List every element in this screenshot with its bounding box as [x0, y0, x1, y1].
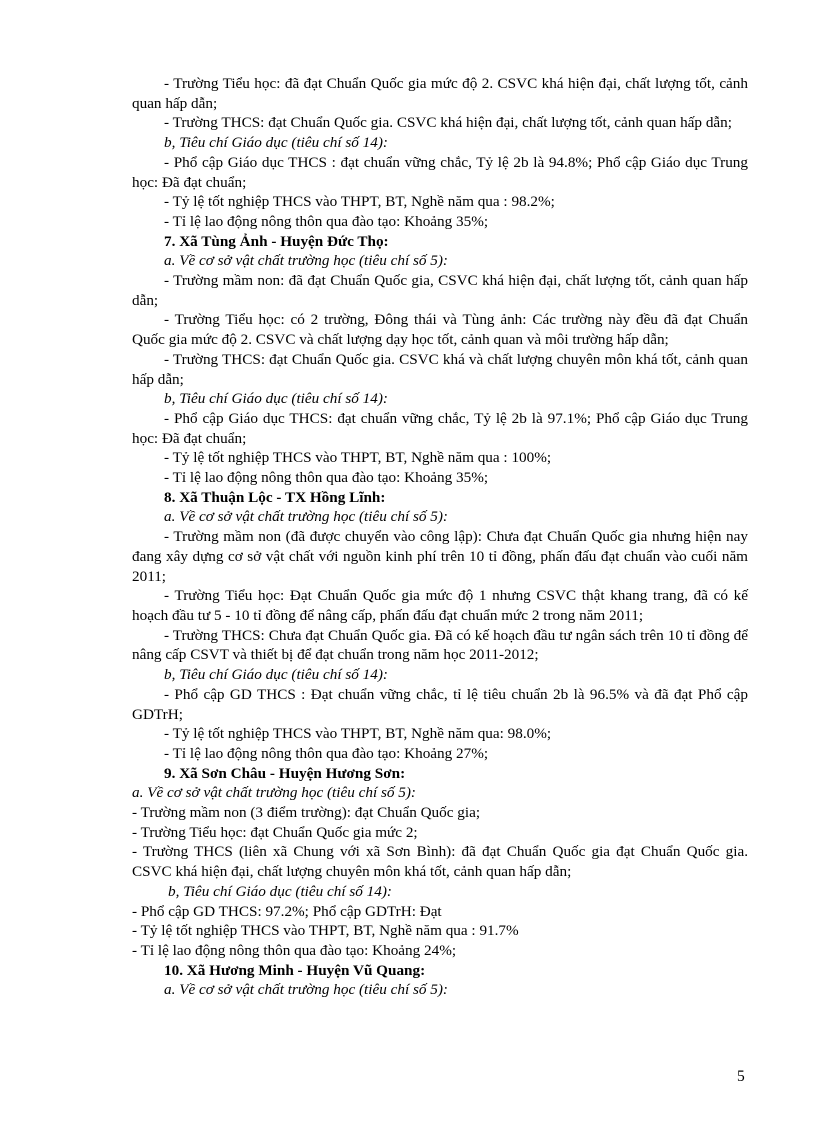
- paragraph: - Trường THCS: Chưa đạt Chuẩn Quốc gia. Đã có kế hoạch đầu tư ngân sách trên 10 tỉ đồng để nâng cấp CSVT và thiết bị để đạt chuẩn trong năm học 2011-2012;: [132, 626, 748, 664]
- paragraph: - Trường mầm non: đã đạt Chuẩn Quốc gia, CSVC khá hiện đại, chất lượng tốt, cảnh quan hấp dẫn;: [132, 272, 748, 309]
- paragraph: - Trường Tiểu học: đạt Chuẩn Quốc gia mức 2;: [132, 823, 418, 841]
- paragraph: a. Về cơ sở vật chất trường học (tiêu chí số 5):: [164, 981, 448, 999]
- paragraph: b, Tiêu chí Giáo dục (tiêu chí số 14):: [164, 390, 388, 408]
- paragraph: - Tỉ lệ lao động nông thôn qua đào tạo: Khoảng 27%;: [164, 744, 489, 762]
- paragraph: - Phổ cập GD THCS: 97.2%; Phổ cập GDTrH: Đạt: [132, 902, 442, 920]
- paragraph: - Trường Tiểu học: Đạt Chuẩn Quốc gia mức độ 1 nhưng CSVC thật khang trang, đã có kế hoạch đầu tư 5 - 10 tỉ đồng để nâng cấp, phấn đấu đạt chuẩn mức 2 trong năm 2011;: [132, 587, 748, 624]
- paragraph: - Trường mầm non (3 điểm trường): đạt Chuẩn Quốc gia;: [132, 804, 481, 822]
- document-body: [132, 74, 748, 1000]
- paragraph: - Trường THCS: đạt Chuẩn Quốc gia. CSVC khá và chất lượng chuyên môn khá tốt, cảnh quan hấp dẫn;: [132, 350, 748, 388]
- paragraph: 10. Xã Hương Minh - Huyện Vũ Quang:: [164, 961, 426, 979]
- paragraph: a. Về cơ sở vật chất trường học (tiêu chí số 5):: [164, 252, 448, 270]
- paragraph: - Trường THCS: đạt Chuẩn Quốc gia. CSVC khá hiện đại, chất lượng tốt, cảnh quan hấp dẫn;: [164, 114, 732, 132]
- paragraph: - Trường Tiểu học: có 2 trường, Đông thái và Tùng ảnh: Các trường này đều đã đạt Chuẩn Quốc gia mức độ 2. CSVC và chất lượng dạy học tốt, cảnh quan và môi trường hấp dẫn;: [132, 311, 748, 349]
- paragraph: - Tỷ lệ tốt nghiệp THCS vào THPT, BT, Nghề năm qua : 98.2%;: [164, 193, 555, 211]
- paragraph: - Tỉ lệ lao động nông thôn qua đào tạo: Khoảng 35%;: [164, 469, 489, 487]
- paragraph: - Tỷ lệ tốt nghiệp THCS vào THPT, BT, Nghề năm qua : 91.7%: [132, 922, 519, 940]
- paragraph: - Phổ cập GD THCS : Đạt chuẩn vững chắc, tỉ lệ tiêu chuẩn 2b là 96.5% và đã đạt Phổ cập GDTrH;: [132, 685, 748, 723]
- paragraph: - Phổ cập Giáo dục THCS : đạt chuẩn vững chắc, Tỷ lệ 2b là 94.8%; Phổ cập Giáo dục Trung học: Đã đạt chuẩn;: [132, 153, 748, 191]
- paragraph: - Tỷ lệ tốt nghiệp THCS vào THPT, BT, Nghề năm qua : 100%;: [164, 449, 552, 467]
- paragraph: - Tỉ lệ lao động nông thôn qua đào tạo: Khoảng 35%;: [164, 212, 489, 230]
- paragraph: a. Về cơ sở vật chất trường học (tiêu chí số 5):: [164, 508, 448, 526]
- paragraph: 8. Xã Thuận Lộc - TX Hồng Lĩnh:: [164, 488, 386, 506]
- paragraph: - Tỷ lệ tốt nghiệp THCS vào THPT, BT, Nghề năm qua: 98.0%;: [164, 725, 552, 743]
- paragraph: b, Tiêu chí Giáo dục (tiêu chí số 14):: [164, 666, 388, 684]
- paragraph: - Phổ cập Giáo dục THCS: đạt chuẩn vững chắc, Tỷ lệ 2b là 97.1%; Phổ cập Giáo dục Trung học: Đã đạt chuẩn;: [132, 409, 748, 447]
- paragraph: - Tỉ lệ lao động nông thôn qua đào tạo: Khoảng 24%;: [132, 941, 457, 959]
- paragraph: b, Tiêu chí Giáo dục (tiêu chí số 14):: [164, 134, 388, 152]
- paragraph: 7. Xã Tùng Ảnh - Huyện Đức Thọ:: [164, 232, 389, 250]
- paragraph: - Trường Tiểu học: đã đạt Chuẩn Quốc gia mức độ 2. CSVC khá hiện đại, chất lượng tốt, cảnh quan hấp dẫn;: [132, 75, 748, 112]
- paragraph: b, Tiêu chí Giáo dục (tiêu chí số 14):: [168, 882, 392, 900]
- paragraph: a. Về cơ sở vật chất trường học (tiêu chí số 5):: [132, 784, 416, 802]
- paragraph: - Trường THCS (liên xã Chung với xã Sơn Bình): đã đạt Chuẩn Quốc gia đạt Chuẩn Quốc gia. CSVC khá hiện đại, chất lượng chuyên môn khá tốt, cảnh quan hấp dẫn;: [132, 843, 748, 881]
- paragraph: - Trường mầm non (đã được chuyển vào công lập): Chưa đạt Chuẩn Quốc gia nhưng hiện nay đang xây dựng cơ sở vật chất với nguồn kinh phí trên 10 tỉ đồng, phấn đấu đạt chuẩn vào cuối năm 2011;: [132, 528, 748, 585]
- page-number: 5: [737, 1068, 745, 1085]
- paragraph: 9. Xã Sơn Châu - Huyện Hương Sơn:: [164, 764, 406, 782]
